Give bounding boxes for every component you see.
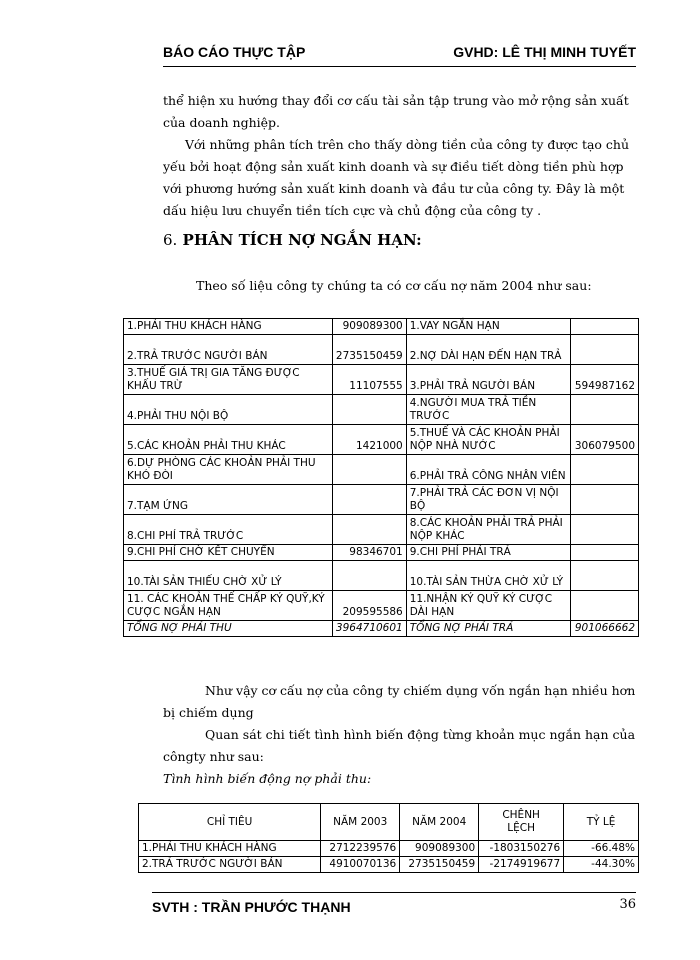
amount-cell	[332, 485, 406, 515]
amount-cell	[570, 545, 638, 561]
item-cell: 7.TẠM ỨNG	[124, 485, 333, 515]
amount-cell: 98346701	[332, 545, 406, 561]
amount-cell	[570, 561, 638, 591]
paragraph-line: với phương hướng sản xuất kinh doanh và đầu tư của công ty. Đây là một	[163, 181, 625, 196]
value-cell: -2174919677	[479, 857, 564, 873]
amount-cell	[570, 515, 638, 545]
table-row	[124, 455, 639, 485]
amount-cell	[332, 515, 406, 545]
item-cell: 1.PHẢI THU KHÁCH HÀNG	[124, 319, 333, 335]
table-row	[139, 841, 639, 857]
item-cell: 2.TRẢ TRƯỚC NGƯỜI BÁN	[124, 335, 333, 365]
value-cell: 4910070136	[321, 857, 400, 873]
total-amount-cell: 901066662	[570, 621, 638, 637]
total-label-cell: TỔNG NỢ PHẢI THU	[124, 621, 333, 637]
table-row	[124, 561, 639, 591]
amount-cell	[570, 455, 638, 485]
item-cell: 1.PHẢI THU KHÁCH HÀNG	[139, 841, 321, 857]
value-cell: -44.30%	[564, 857, 639, 873]
column-header: CHỈ TIÊU	[139, 804, 321, 841]
item-cell: 6.PHẢI TRẢ CÔNG NHÂN VIÊN	[406, 455, 570, 485]
item-cell: 9.CHI PHÍ CHỜ KẾT CHUYỂN	[124, 545, 333, 561]
table-row	[124, 365, 639, 395]
amount-cell	[332, 395, 406, 425]
total-label-cell: TỔNG NỢ PHẢI TRẢ	[406, 621, 570, 637]
amount-cell	[332, 561, 406, 591]
table-row	[124, 425, 639, 455]
item-cell: 11. CÁC KHOẢN THẾ CHẤP KÝ QUỸ,KÝ CƯỢC NGẮN HẠN	[124, 591, 333, 621]
table-intro: Theo số liệu công ty chúng ta có cơ cấu nợ năm 2004 như sau:	[196, 278, 592, 293]
section-number: 6.	[163, 231, 178, 249]
paragraph-line: Với những phân tích trên cho thấy dòng tiền của công ty được tạo chủ	[185, 137, 630, 152]
item-cell: 4.PHẢI THU NỘI BỘ	[124, 395, 333, 425]
table-row	[124, 515, 639, 545]
amount-cell	[570, 591, 638, 621]
amount-cell	[570, 319, 638, 335]
total-amount-cell: 3964710601	[332, 621, 406, 637]
table-row	[124, 335, 639, 365]
value-cell: 909089300	[400, 841, 479, 857]
item-cell: 10.TÀI SẢN THỪA CHỜ XỬ LÝ	[406, 561, 570, 591]
paragraph-line: yếu bởi hoạt động sản xuất kinh doanh và sự điều tiết dòng tiền phù hợp	[163, 159, 624, 174]
amount-cell: 1421000	[332, 425, 406, 455]
item-cell: 1.VAY NGẮN HẠN	[406, 319, 570, 335]
table-row	[139, 857, 639, 873]
item-cell: 4.NGƯỜI MUA TRẢ TIỀN TRƯỚC	[406, 395, 570, 425]
table-subtitle: Tình hình biến động nợ phải thu:	[163, 771, 372, 786]
item-cell: 7.PHẢI TRẢ CÁC ĐƠN VỊ NỘI BỘ	[406, 485, 570, 515]
section-title: PHÂN TÍCH NỢ NGẮN HẠN:	[182, 231, 422, 249]
item-cell: 5.THUẾ VÀ CÁC KHOẢN PHẢI NỘP NHÀ NƯỚC	[406, 425, 570, 455]
table-header-row	[139, 804, 639, 841]
amount-cell: 2735150459	[332, 335, 406, 365]
column-header: NĂM 2004	[400, 804, 479, 841]
page-header	[163, 44, 636, 67]
paragraph-line: của doanh nghiệp.	[163, 115, 281, 130]
page-footer	[152, 892, 636, 915]
value-cell: 2712239576	[321, 841, 400, 857]
amount-cell	[570, 485, 638, 515]
item-cell: 5.CÁC KHOẢN PHẢI THU KHÁC	[124, 425, 333, 455]
student-name: SVTH : TRẦN PHƯỚC THẠNH	[152, 899, 351, 915]
column-header: CHÊNH LỆCH	[479, 804, 564, 841]
amount-cell: 11107555	[332, 365, 406, 395]
item-cell: 6.DỰ PHÒNG CÁC KHOẢN PHẢI THU KHÓ ĐÒI	[124, 455, 333, 485]
paragraph-line: Quan sát chi tiết tình hình biến động từng khoản mục ngắn hạn của	[205, 727, 636, 742]
amount-cell	[570, 335, 638, 365]
item-cell: 8.CÁC KHOẢN PHẢI TRẢ PHẢI NỘP KHÁC	[406, 515, 570, 545]
debt-structure-table	[123, 318, 639, 637]
amount-cell: 909089300	[332, 319, 406, 335]
item-cell: 10.TÀI SẢN THIẾU CHỜ XỬ LÝ	[124, 561, 333, 591]
supervisor-name: GVHD: LÊ THỊ MINH TUYẾT	[453, 44, 636, 60]
item-cell: 9.CHI PHÍ PHẢI TRẢ	[406, 545, 570, 561]
value-cell: -66.48%	[564, 841, 639, 857]
item-cell: 3.PHẢI TRẢ NGƯỜI BÁN	[406, 365, 570, 395]
total-row	[124, 621, 639, 637]
column-header: NĂM 2003	[321, 804, 400, 841]
item-cell: 2.NỢ DÀI HẠN ĐẾN HẠN TRẢ	[406, 335, 570, 365]
page-number: 36	[619, 897, 636, 912]
item-cell: 3.THUẾ GIÁ TRỊ GIA TĂNG ĐƯỢC KHẤU TRỪ	[124, 365, 333, 395]
paragraph-line: dấu hiệu lưu chuyển tiền tích cực và chủ động của công ty .	[163, 203, 542, 218]
amount-cell	[570, 395, 638, 425]
amount-cell: 209595586	[332, 591, 406, 621]
section-heading	[163, 231, 422, 249]
value-cell: -1803150276	[479, 841, 564, 857]
value-cell: 2735150459	[400, 857, 479, 873]
amount-cell: 306079500	[570, 425, 638, 455]
paragraph-line: Như vậy cơ cấu nợ của công ty chiếm dụng vốn ngắn hạn nhiều hơn	[205, 683, 636, 698]
item-cell: 2.TRẢ TRƯỚC NGƯỜI BÁN	[139, 857, 321, 873]
table-row	[124, 545, 639, 561]
table-row	[124, 395, 639, 425]
column-header: TỶ LỆ	[564, 804, 639, 841]
report-title: BÁO CÁO THỰC TẬP	[163, 44, 306, 60]
paragraph-line: bị chiếm dụng	[163, 705, 254, 720]
item-cell: 11.NHẬN KÝ QUỸ KÝ CƯỢC DÀI HẠN	[406, 591, 570, 621]
table-row	[124, 485, 639, 515]
receivables-change-table	[138, 803, 639, 873]
amount-cell	[332, 455, 406, 485]
paragraph-line: côngty như sau:	[163, 749, 264, 764]
table-row	[124, 319, 639, 335]
item-cell: 8.CHI PHÍ TRẢ TRƯỚC	[124, 515, 333, 545]
amount-cell: 594987162	[570, 365, 638, 395]
table-row	[124, 591, 639, 621]
paragraph-line: thể hiện xu hướng thay đổi cơ cấu tài sản tập trung vào mở rộng sản xuất	[163, 93, 629, 108]
